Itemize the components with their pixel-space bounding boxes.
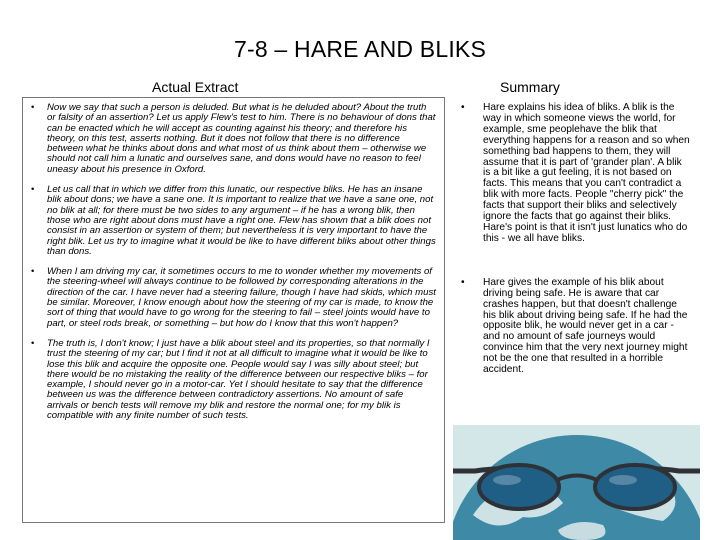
sunglasses-globe-image — [453, 425, 700, 540]
slide-title: 7-8 – HARE AND BLIKS — [234, 36, 486, 62]
bullet: • — [31, 184, 35, 196]
extract-text: Now we say that such a person is deluded. But what is he deluded about? About the truth or falsity of an assertion? Let us apply Flew's test to him. There is no behaviour of dons that can be enacted which he will accept as counting against his theory; and therefore his theory, on this test, asserts nothing. But it does not follow that there is no difference between what he thinks about dons and what most of us think about them – otherwise we should not call him a lunatic and ourselves sane, and dons would have no reason to feel uneasy about his presence in Oxford. — [47, 102, 436, 175]
bullet: • — [31, 337, 35, 349]
bullet: • — [461, 276, 465, 288]
glasses-lens-left — [479, 465, 559, 509]
summary-box — [451, 97, 700, 427]
summary-list — [461, 103, 691, 376]
extract-text: When I am driving my car, it sometimes occurs to me to wonder whether my movements of the steering-wheel will always continue to be followed by corresponding alterations in the direction of the car. I have never had a steering failure, though I have had skids, which must be similar. Moreover, I know enough about how the steering of my car is made, to know the sort of thing that would have to go wrong for the steering to fail – steel joints would have to part, or steel rods break, or something – but how do I know that this won't happen? — [47, 266, 436, 329]
extract-paragraph — [31, 267, 436, 329]
bullet: • — [31, 266, 35, 278]
summary-text: Hare explains his idea of bliks. A blik is the way in which someone views the world, for example, sme peoplehave the blik that everything happens for a reason and so when something bad happens to them, they will assume that it is part of 'grander plan'. A blik is a bit like a gut feeling, it is not based on facts. This means that you can't contradict a blik with more facts. People "cherry pick" the facts that support their bliks and selectively ignore the facts that go against their bliks. Hare's point is that it isn't just lunatics who do this - we all have bliks. — [483, 102, 690, 244]
extract-text: The truth is, I don't know; I just have a blik about steel and its properties, so that normally I trust the steering of my car; but I find it not at all difficult to imagine what it would be like to lose this blik and acquire the opposite one. People would say I was silly about steel; but there would be no mistaking the reality of the difference between our respective bliks – for example, I should never go in a motor-car. Yet I should hesitate to say that the difference between us was the difference between contradictory assertions. No amount of safe arrivals or bench tests will remove my blik and restore the normal one; for my blik is compatible with any finite number of such tests. — [47, 337, 430, 422]
extract-paragraph — [31, 185, 436, 257]
lens-glare — [493, 475, 521, 485]
bullet: • — [31, 102, 35, 113]
summary-point — [461, 103, 691, 245]
summary-text: Hare gives the example of his blik about driving being safe. He is aware that car crashes happen, but that doesn't challenge his blik about driving being safe. If he had the opposite blik, he would never get in a car - and no amount of safe journeys would convince him that the very next journey might not be the one that resulted in a horrible accident. — [483, 276, 688, 376]
lens-glare — [609, 475, 637, 485]
extract-text: Let us call that in which we differ from this lunatic, our respective bliks. He has an insane blik about dons; we have a sane one. It is important to realize that we have a sane one, not no blik at all; for there must be two sides to any argument – if he has a wrong blik, then those who are right about dons must have a right one. Flew has shown that a blik does not consist in an assertion or system of them; but nevertheless it is very important to have the right blik. Let us try to imagine what it would be like to have different bliks about other things than dons. — [47, 184, 436, 257]
summary-point — [461, 278, 691, 376]
extract-paragraph — [31, 339, 436, 421]
extract-heading: Actual Extract — [152, 79, 239, 95]
bullet: • — [461, 102, 465, 113]
summary-heading: Summary — [500, 79, 560, 95]
extract-list — [31, 103, 436, 421]
extract-paragraph — [31, 103, 436, 175]
sunglasses-icon — [453, 425, 700, 540]
extract-box — [22, 97, 445, 523]
glasses-lens-right — [595, 465, 675, 509]
